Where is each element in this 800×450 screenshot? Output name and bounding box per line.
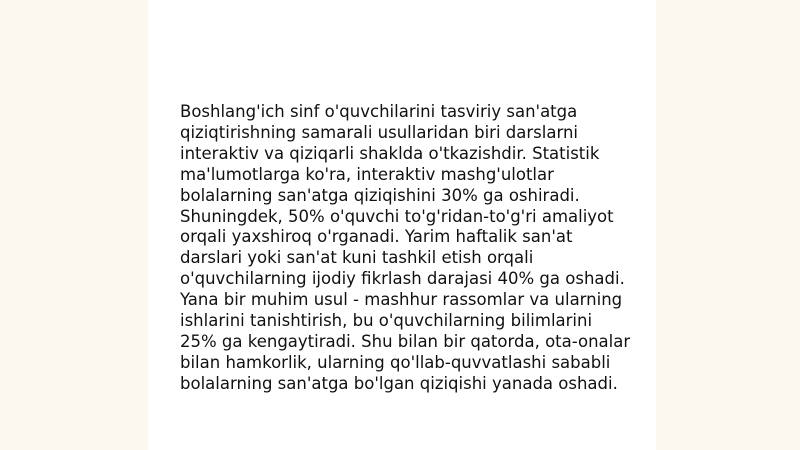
text-line: interaktiv va qiziqarli shaklda o'tkazishdir. Statistik: [180, 143, 600, 163]
text-line: ishlarini tanishtirish, bu o'quvchilarning bilimlarini: [180, 311, 593, 331]
text-line: orqali yaxshiroq o'rganadi. Yarim haftalik san'at: [180, 227, 573, 247]
text-line: bolalarning san'atga bo'lgan qiziqishi yanada oshadi.: [180, 373, 618, 393]
text-line: bolalarning san'atga qiziqishini 30% ga oshiradi.: [180, 185, 580, 205]
text-line: Yana bir muhim usul - mashhur rassomlar va ularning: [180, 290, 623, 310]
text-line: bilan hamkorlik, ularning qo'llab-quvvatlashi sababli: [180, 352, 611, 372]
text-line: Shuningdek, 50% o'quvchi to'g'ridan-to'g'ri amaliyot: [180, 206, 614, 226]
text-line: darslari yoki san'at kuni tashkil etish orqali: [180, 248, 534, 268]
body-paragraph: [180, 102, 630, 395]
document-page: [148, 0, 656, 450]
text-line: qiziqtirishning samarali usullaridan biri darslarni: [180, 122, 578, 142]
text-line: 25% ga kengaytiradi. Shu bilan bir qatorda, ota-onalar: [180, 331, 631, 351]
text-line: o'quvchilarning ijodiy fikrlash darajasi 40% ga oshadi.: [180, 269, 625, 289]
text-line: Boshlang'ich sinf o'quvchilarini tasviriy san'atga: [180, 102, 578, 121]
text-line: ma'lumotlarga ko'ra, interaktiv mashg'ulotlar: [180, 164, 554, 184]
